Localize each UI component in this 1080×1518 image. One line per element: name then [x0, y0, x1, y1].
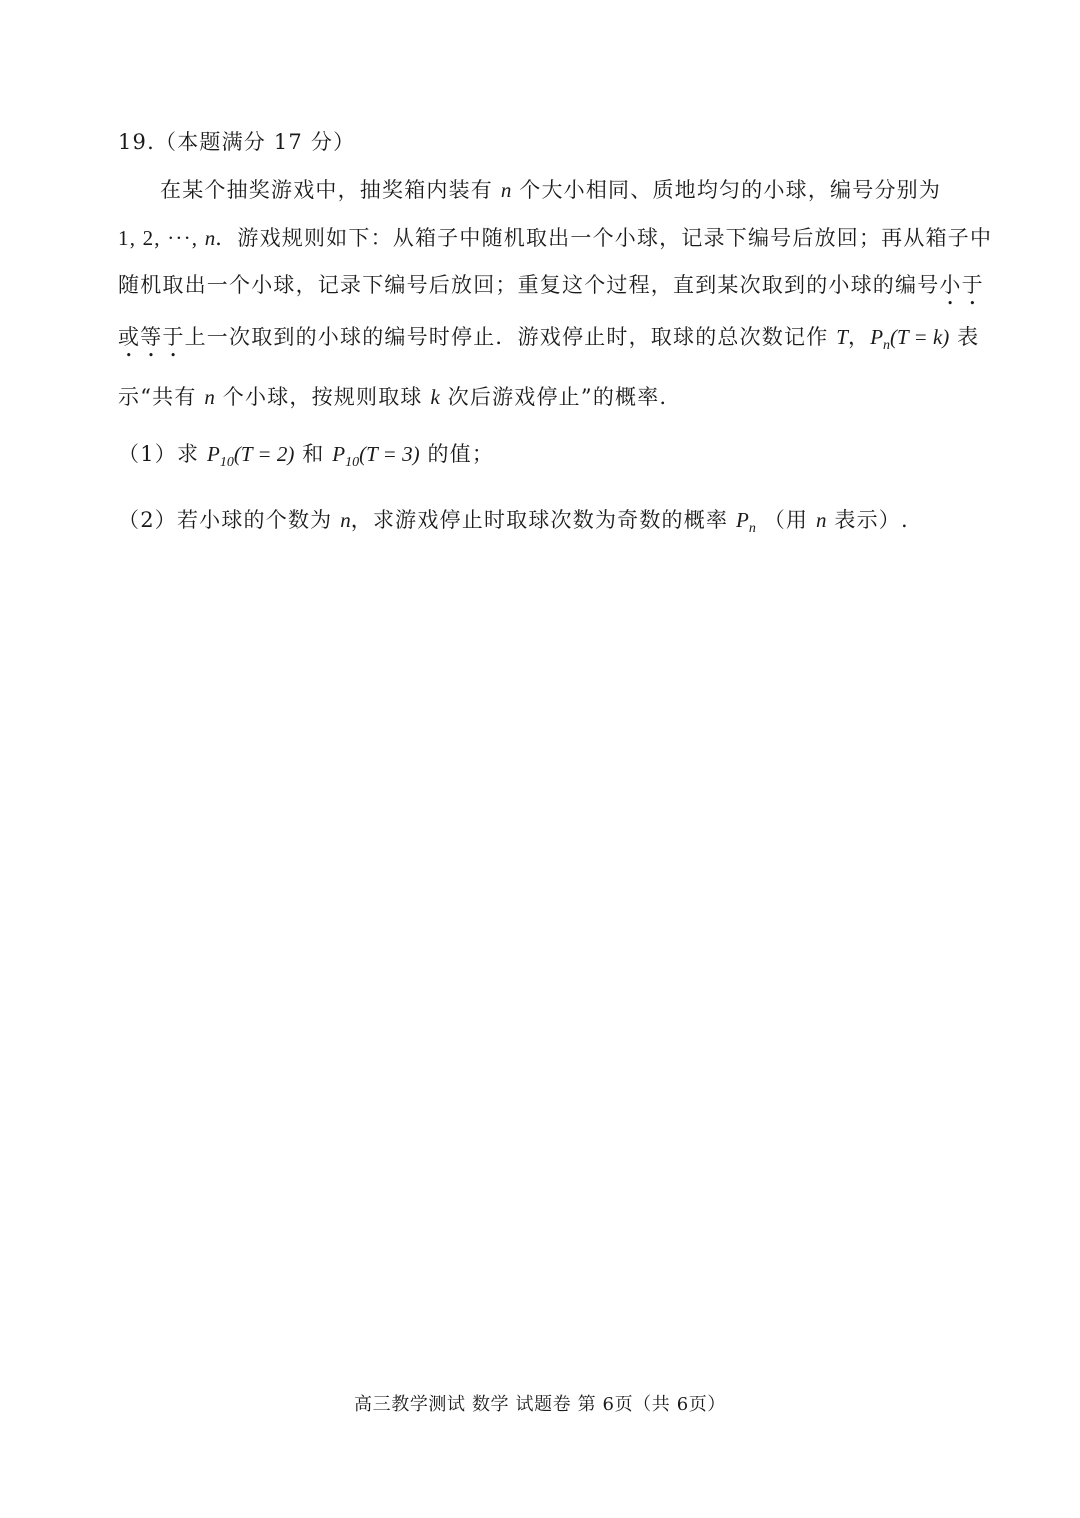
problem-line-4: 或等于上一次取到的小球的编号时停止．游戏停止时，取球的总次数记作 T，$P_n(T = k)$ 表 — [118, 325, 980, 353]
math-expression: (T = k) — [890, 325, 950, 349]
problem-line-2: 1, 2, ···, n．游戏规则如下：从箱子中随机取出一个小球，记录下编号后放回；再从箱子中 — [118, 226, 993, 250]
page-footer: 高三教学测试 数学 试题卷 第 6页（共 6页） — [354, 1394, 726, 1415]
question-2: （2）若小球的个数为 n，求游戏停止时取球次数为奇数的概率 $P_n$ （用 n 表示）. — [118, 508, 909, 536]
var-n: n — [340, 508, 351, 532]
math-P: P — [736, 508, 749, 532]
math-subscript: 10 — [345, 455, 360, 470]
var-n: n — [816, 508, 827, 532]
math-P: P — [870, 325, 884, 349]
math-expression: (T = 2) — [233, 442, 295, 466]
var-T: T — [836, 325, 848, 349]
problem-line-5: 示“共有 n 个小球，按规则取球 k 次后游戏停止”的概率. — [118, 385, 668, 409]
math-subscript: n — [748, 521, 756, 536]
var-n: n — [500, 178, 512, 202]
math-expression: (T = 3) — [359, 442, 420, 466]
sequence-text: 1, 2, ···, — [118, 226, 205, 250]
emphasis-dotted-text: 或等于 — [118, 325, 185, 349]
question-1: （1）求 $P_{10}(T = 2)$ 和 $P_{10}(T = 3)$ 的值； — [118, 442, 495, 470]
emphasis-dotted-text: 小于 — [939, 273, 984, 297]
problem-line-3: 随机取出一个小球，记录下编号后放回；重复这个过程，直到某次取到的小球的编号小于 — [118, 273, 984, 297]
math-subscript: n — [883, 338, 891, 353]
problem-header: 19.（本题满分 17 分） — [118, 130, 356, 154]
math-P: P — [207, 442, 220, 466]
var-n: n — [204, 385, 215, 409]
math-P: P — [332, 442, 346, 466]
problem-line-1: 在某个抽奖游戏中，抽奖箱内装有 n 个大小相同、质地均匀的小球，编号分别为 — [160, 178, 942, 202]
var-k: k — [430, 385, 440, 409]
math-subscript: 10 — [219, 455, 234, 470]
var-n: n — [204, 226, 216, 250]
